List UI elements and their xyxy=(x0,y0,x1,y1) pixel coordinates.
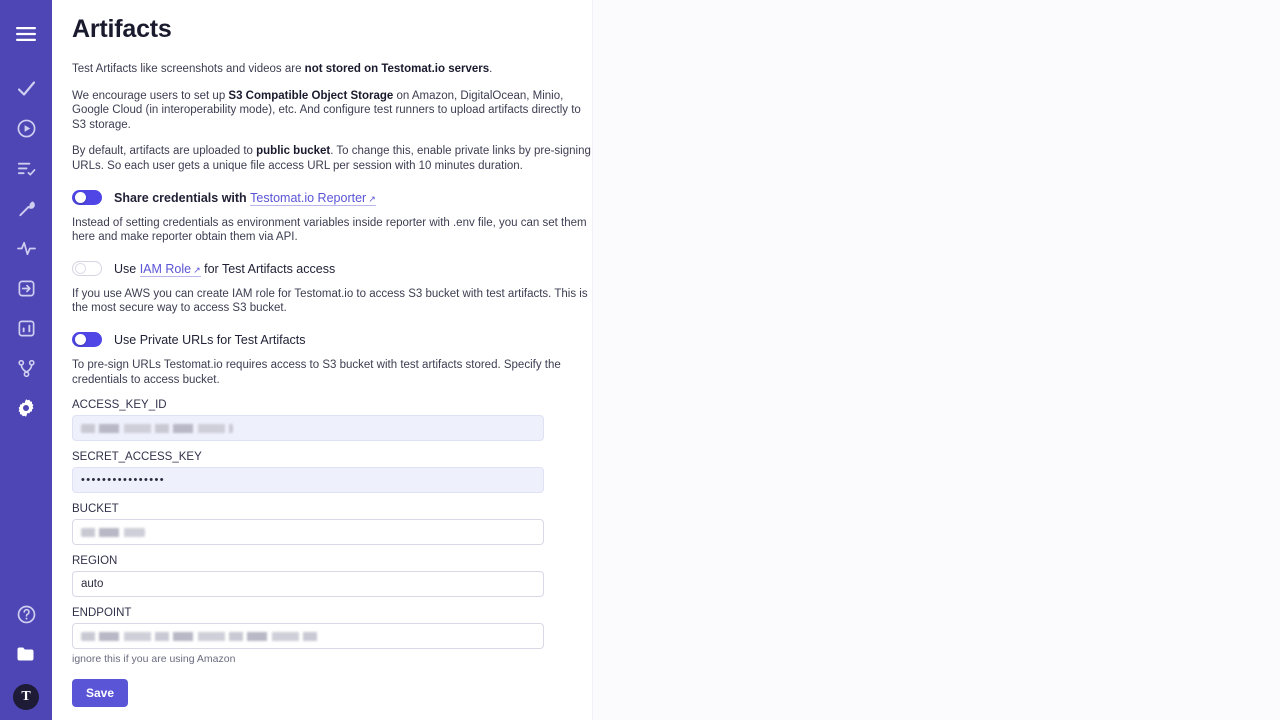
save-button[interactable]: Save xyxy=(72,679,128,707)
iam-role-link-label: IAM Role xyxy=(139,261,192,276)
login-icon[interactable] xyxy=(8,270,44,306)
testomat-reporter-link[interactable] xyxy=(250,191,376,206)
private-urls-row xyxy=(72,328,592,352)
access-key-id-label: ACCESS_KEY_ID xyxy=(72,399,167,412)
hamburger-icon[interactable] xyxy=(8,16,44,52)
list-check-icon[interactable] xyxy=(8,150,44,186)
app-logo[interactable] xyxy=(13,684,39,710)
iam-role-description: If you use AWS you can create IAM role for Testomat.io to access S3 bucket with test artifacts. This is the most secure way to access S3 bucket. xyxy=(72,287,588,315)
intro-paragraph-1 xyxy=(72,62,592,77)
secret-access-key-label: SECRET_ACCESS_KEY xyxy=(72,451,202,464)
share-credentials-toggle[interactable] xyxy=(72,190,102,205)
branch-icon[interactable] xyxy=(8,350,44,386)
region-value: auto xyxy=(81,578,104,591)
testomat-reporter-link-label: Testomat.io Reporter xyxy=(250,190,367,205)
region-label: REGION xyxy=(72,555,118,568)
endpoint-field xyxy=(72,607,592,665)
intro-1-text-after: . xyxy=(489,63,493,75)
redacted-value xyxy=(81,528,145,537)
gear-icon[interactable] xyxy=(8,390,44,426)
folder-icon[interactable] xyxy=(8,636,44,672)
secret-access-key-input[interactable] xyxy=(72,467,544,493)
sidebar-bottom xyxy=(8,596,44,720)
intro-2-bold: S3 Compatible Object Storage xyxy=(228,89,394,102)
intro-3-text-before: By default, artifacts are uploaded to xyxy=(72,145,257,158)
endpoint-label: ENDPOINT xyxy=(72,607,132,620)
intro-1-bold: not stored on Testomat.io servers xyxy=(304,63,490,75)
share-credentials-description: Instead of setting credentials as environment variables inside reporter with .env file, you can set them here and make reporter obtain them via API. xyxy=(72,216,587,244)
private-urls-description: To pre-sign URLs Testomat.io requires access to S3 bucket with test artifacts stored. Specify the credentials to access bucket. xyxy=(72,358,561,386)
intro-2-text-after: on Amazon, DigitalOcean, Minio, Google Cloud (in interoperability mode), etc. And configure test runners to upload artifacts directly to S3 storage. xyxy=(72,89,581,131)
share-credentials-label xyxy=(114,191,376,205)
secret-access-key-field xyxy=(72,451,592,493)
redacted-value xyxy=(81,632,319,641)
intro-3-text-after: . To change this, enable private links by pre-signing URLs. So each user gets a unique file access URL per session with 10 minutes duration. xyxy=(72,145,591,172)
intro-2-text-before: We encourage users to set up xyxy=(72,89,229,102)
region-field xyxy=(72,555,592,597)
iam-role-label xyxy=(114,262,335,276)
iam-role-label-after: for Test Artifacts access xyxy=(200,261,336,276)
share-credentials-row xyxy=(72,186,592,210)
intro-paragraph-3 xyxy=(72,144,592,173)
chart-icon[interactable] xyxy=(8,310,44,346)
toggle-knob xyxy=(75,192,86,203)
iam-role-row xyxy=(72,257,592,281)
help-circle-icon[interactable] xyxy=(8,596,44,632)
wrench-icon[interactable] xyxy=(8,190,44,226)
iam-role-toggle[interactable] xyxy=(72,261,102,276)
empty-right-panel xyxy=(592,0,1280,720)
intro-paragraph-2 xyxy=(72,89,592,133)
access-key-id-field xyxy=(72,399,592,441)
redacted-value xyxy=(81,424,233,433)
endpoint-hint: ignore this if you are using Amazon xyxy=(72,653,236,666)
page-title: Artifacts xyxy=(72,15,172,43)
iam-role-link[interactable] xyxy=(140,262,201,277)
share-credentials-label-text: Share credentials with xyxy=(114,190,251,205)
app-logo-letter: T xyxy=(21,689,31,704)
toggle-knob xyxy=(75,263,86,274)
iam-role-label-before: Use xyxy=(114,261,140,276)
main-area xyxy=(52,0,1280,720)
external-link-icon: ↗ xyxy=(368,193,376,204)
sidebar xyxy=(0,0,52,720)
bucket-label: BUCKET xyxy=(72,503,119,516)
access-key-id-input[interactable] xyxy=(72,415,544,441)
check-icon[interactable] xyxy=(8,70,44,106)
toggle-knob xyxy=(75,334,86,345)
intro-1-text-before: Test Artifacts like screenshots and videos are xyxy=(72,63,305,75)
bucket-field xyxy=(72,503,592,545)
intro-3-bold: public bucket xyxy=(256,145,331,158)
external-link-icon: ↗ xyxy=(193,264,201,275)
private-urls-toggle[interactable] xyxy=(72,332,102,347)
artifacts-settings-panel xyxy=(72,14,592,707)
endpoint-input[interactable] xyxy=(72,623,544,649)
region-input[interactable] xyxy=(72,571,544,597)
masked-value: •••••••••••••••• xyxy=(81,474,166,487)
private-urls-label: Use Private URLs for Test Artifacts xyxy=(114,332,306,347)
play-circle-icon[interactable] xyxy=(8,110,44,146)
bucket-input[interactable] xyxy=(72,519,544,545)
activity-icon[interactable] xyxy=(8,230,44,266)
